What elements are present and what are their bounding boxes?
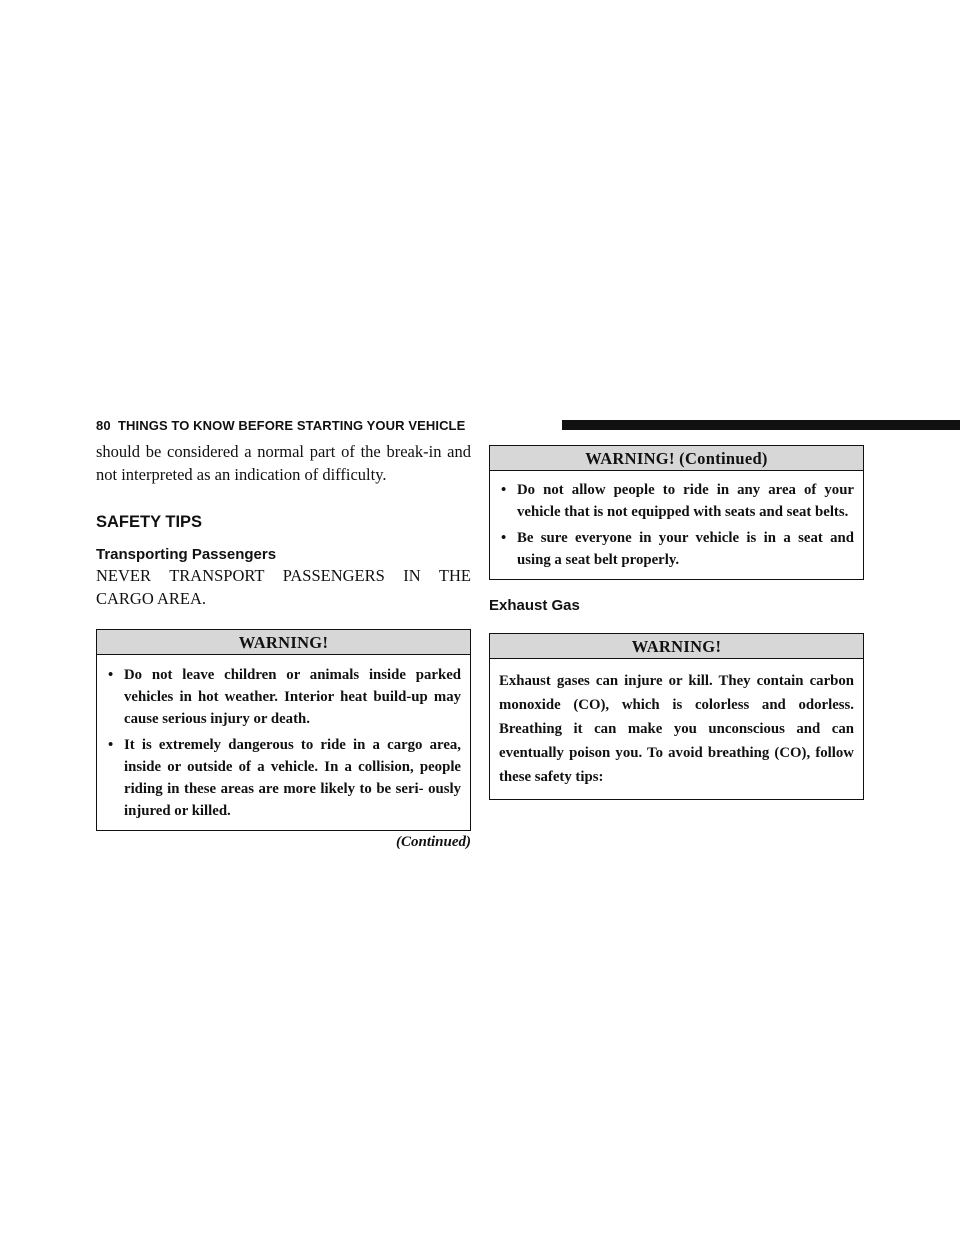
bullet-icon: •: [108, 667, 114, 683]
subheading-exhaust-gas: Exhaust Gas: [489, 597, 580, 614]
warning-item: [499, 527, 854, 571]
bullet-icon: •: [108, 737, 114, 753]
warning-item: [106, 664, 461, 730]
warning-body: [490, 659, 863, 799]
right-column: [489, 445, 864, 800]
section-title: THINGS TO KNOW BEFORE STARTING YOUR VEHICLE: [118, 418, 466, 433]
warning-item-text: It is extremely dangerous to ride in a cargo area, inside or outside of a vehicle. In a collision, people riding in these areas are more likely to be seri- ously injured or killed.: [124, 737, 461, 819]
intro-paragraph: should be considered a normal part of the break-in and not interpreted as an indication of difficulty.: [96, 442, 471, 484]
continued-label: (Continued): [395, 834, 471, 850]
page-header: [96, 417, 864, 435]
warning-list: [106, 664, 461, 822]
warning-box-children: [96, 629, 471, 831]
warning-title: WARNING!: [97, 630, 470, 655]
warning-text: Exhaust gases can injure or kill. They contain carbon monoxide (CO), which is colorless and odorless. Breathing it can make you unconscious and can eventually poison you. To avoid breathing (CO), follow these safety tips:: [499, 673, 854, 785]
header-rule: [562, 420, 960, 430]
warning-item: [106, 734, 461, 822]
section-heading: SAFETY TIPS: [96, 513, 203, 531]
subheading-transporting: Transporting Passengers: [96, 546, 277, 563]
warning-item-text: Do not leave children or animals inside parked vehicles in hot weather. Interior heat build-up may cause serious injury or death.: [124, 667, 461, 727]
page-number: 80: [96, 418, 111, 433]
warning-list: [499, 479, 854, 571]
warning-box-exhaust: [489, 633, 864, 800]
warning-box-continued: [489, 445, 864, 580]
warning-body: [97, 655, 470, 830]
notice-paragraph: NEVER TRANSPORT PASSENGERS IN THE CARGO AREA.: [96, 566, 471, 608]
warning-title: WARNING!: [490, 634, 863, 659]
left-column: [96, 440, 471, 852]
warning-title: WARNING! (Continued): [490, 446, 863, 471]
warning-item-text: Do not allow people to ride in any area of your vehicle that is not equipped with seats and seat belts.: [517, 482, 854, 520]
warning-item-text: Be sure everyone in your vehicle is in a seat and using a seat belt properly.: [517, 530, 854, 568]
warning-body: [490, 471, 863, 579]
warning-item: [499, 479, 854, 523]
bullet-icon: •: [501, 482, 507, 498]
bullet-icon: •: [501, 530, 507, 546]
